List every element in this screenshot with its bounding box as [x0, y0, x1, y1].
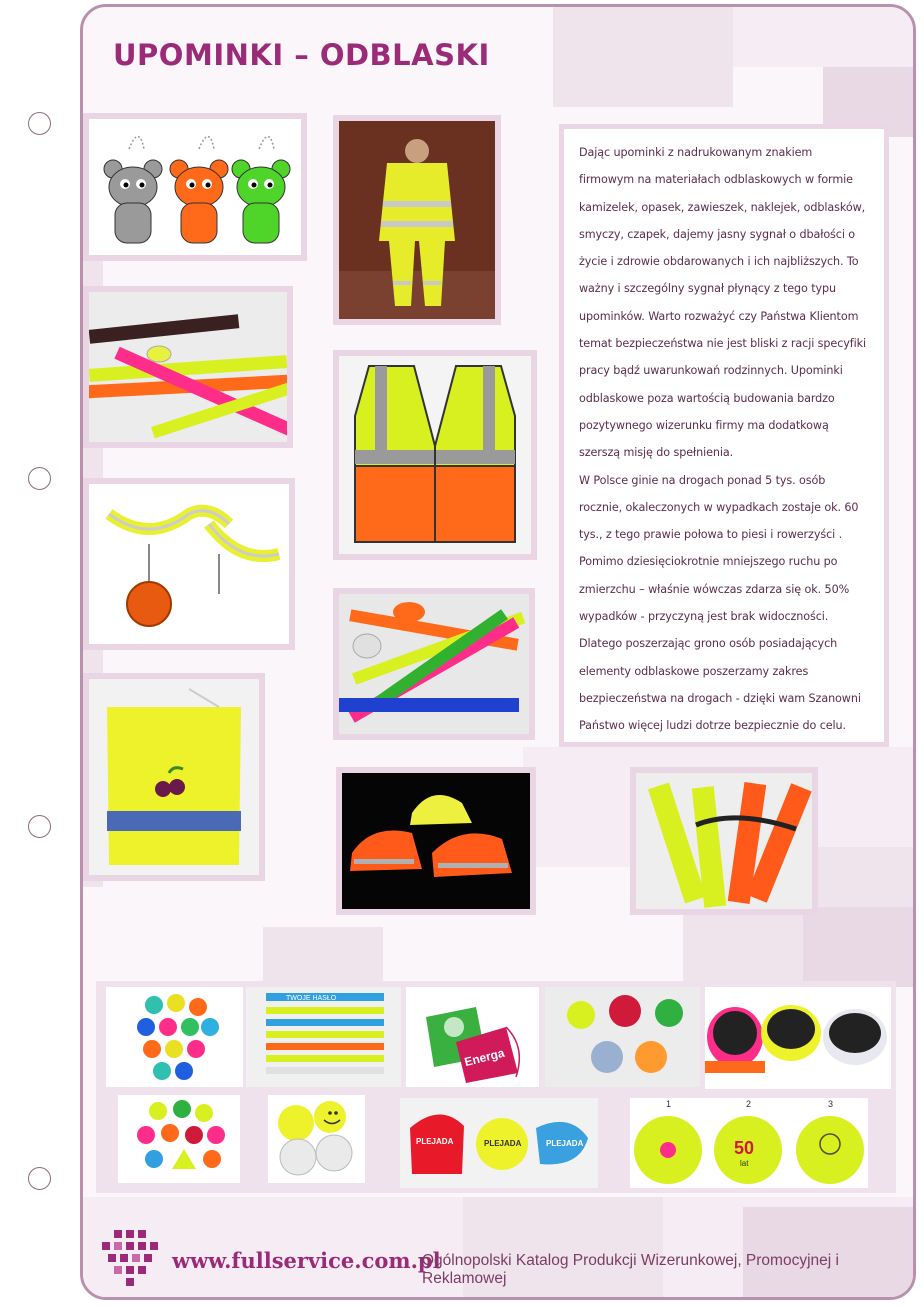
photo-roll-bands [705, 987, 891, 1089]
badge-number-2: 2 [746, 1099, 752, 1109]
description-textbox [559, 124, 889, 747]
photo-safety-vest [333, 350, 537, 560]
website-link[interactable]: www.fullservice.com.pl [172, 1248, 441, 1273]
photo-small-reflectors-grid [106, 987, 243, 1087]
photo-bear-keychains [83, 113, 307, 261]
binder-hole-3 [28, 815, 51, 838]
photo-animal-reflectors [545, 987, 700, 1087]
ribbon-text: TWOJE HASŁO [286, 995, 337, 1002]
badge-center-number: 50 [734, 1138, 755, 1158]
binder-hole-1 [28, 112, 51, 135]
photo-hi-vis-suit [333, 115, 501, 325]
description-paragraph-1: Dając upominki z nadrukowanym znakiem firmowym na materiałach odblaskowych w formie kamizelek, opasek, zawieszek, naklejek, odblasków, smyczy, czapek, dajemy jasny sygnał o dbałości o życie i zdrowie obdarowanych i ich najbliższych. To ważny i szczególny sygnał płynący z tego typu upominków. Warto rozważyć czy Państwa Klientom temat bezpieczeństwa nie jest bliski z racji specyfiki pracy bądź uwarunkowań rodzinnych. Upominki odblaskowe poza wartością budowania bardzo pozytywnego wizerunku firmy ma dodatkową szerszą misję do spełnienia. [579, 146, 867, 460]
photo-smiley-reflectors [268, 1095, 365, 1183]
photo-mixed-bands [333, 588, 535, 740]
binder-hole-2 [28, 467, 51, 490]
binder-hole-4 [28, 1167, 51, 1190]
badge-number-1: 1 [666, 1099, 672, 1109]
photo-numbered-badges [630, 1098, 868, 1188]
photo-lanyards [83, 478, 295, 650]
plejada-text-1: PLEJADA [416, 1137, 454, 1146]
photo-drawstring-bag [83, 673, 265, 881]
photo-shape-reflectors [118, 1095, 240, 1183]
energa-text: Energa [462, 1045, 506, 1070]
description-paragraph-2: W Polsce ginie na drogach ponad 5 tys. osób rocznie, okaleczonych w wypadkach zostaje ok. 60 tys., z tego prawie połowa to piesi i rowerzyści . Pomimo dziesięciokrotnie mniejszego ruchu po zmierzchu – właśnie wówczas zdarza się ok. 50% wypadków - przyczyną jest brak widoczności. Dlatego poszerzając grono osób posiadających elementy odblaskowe poszerzamy zakres bezpieczeństwa na drogach - dzięki wam Szanowni Państwo więcej ludzi dotrze bezpiecznie do celu. [579, 473, 861, 733]
photo-fan-bands [630, 767, 818, 915]
photo-energa-pendants [406, 987, 539, 1087]
company-logo [100, 1230, 164, 1286]
plejada-text-2: PLEJADA [484, 1139, 522, 1148]
plejada-text-3: PLEJADA [546, 1139, 584, 1148]
page-title: UPOMINKI – ODBLASKI [113, 38, 490, 72]
catalog-tagline: Ogólnopolski Katalog Produkcji Wizerunkowej, Promocyjnej i Reklamowej [422, 1252, 839, 1287]
photo-reflective-caps [336, 767, 536, 915]
photo-slap-bands [83, 286, 293, 448]
badge-number-3: 3 [828, 1099, 834, 1109]
photo-plejada-reflectors [400, 1098, 598, 1188]
photo-printed-ribbons [246, 987, 401, 1087]
badge-center-sub: lat [740, 1159, 749, 1168]
